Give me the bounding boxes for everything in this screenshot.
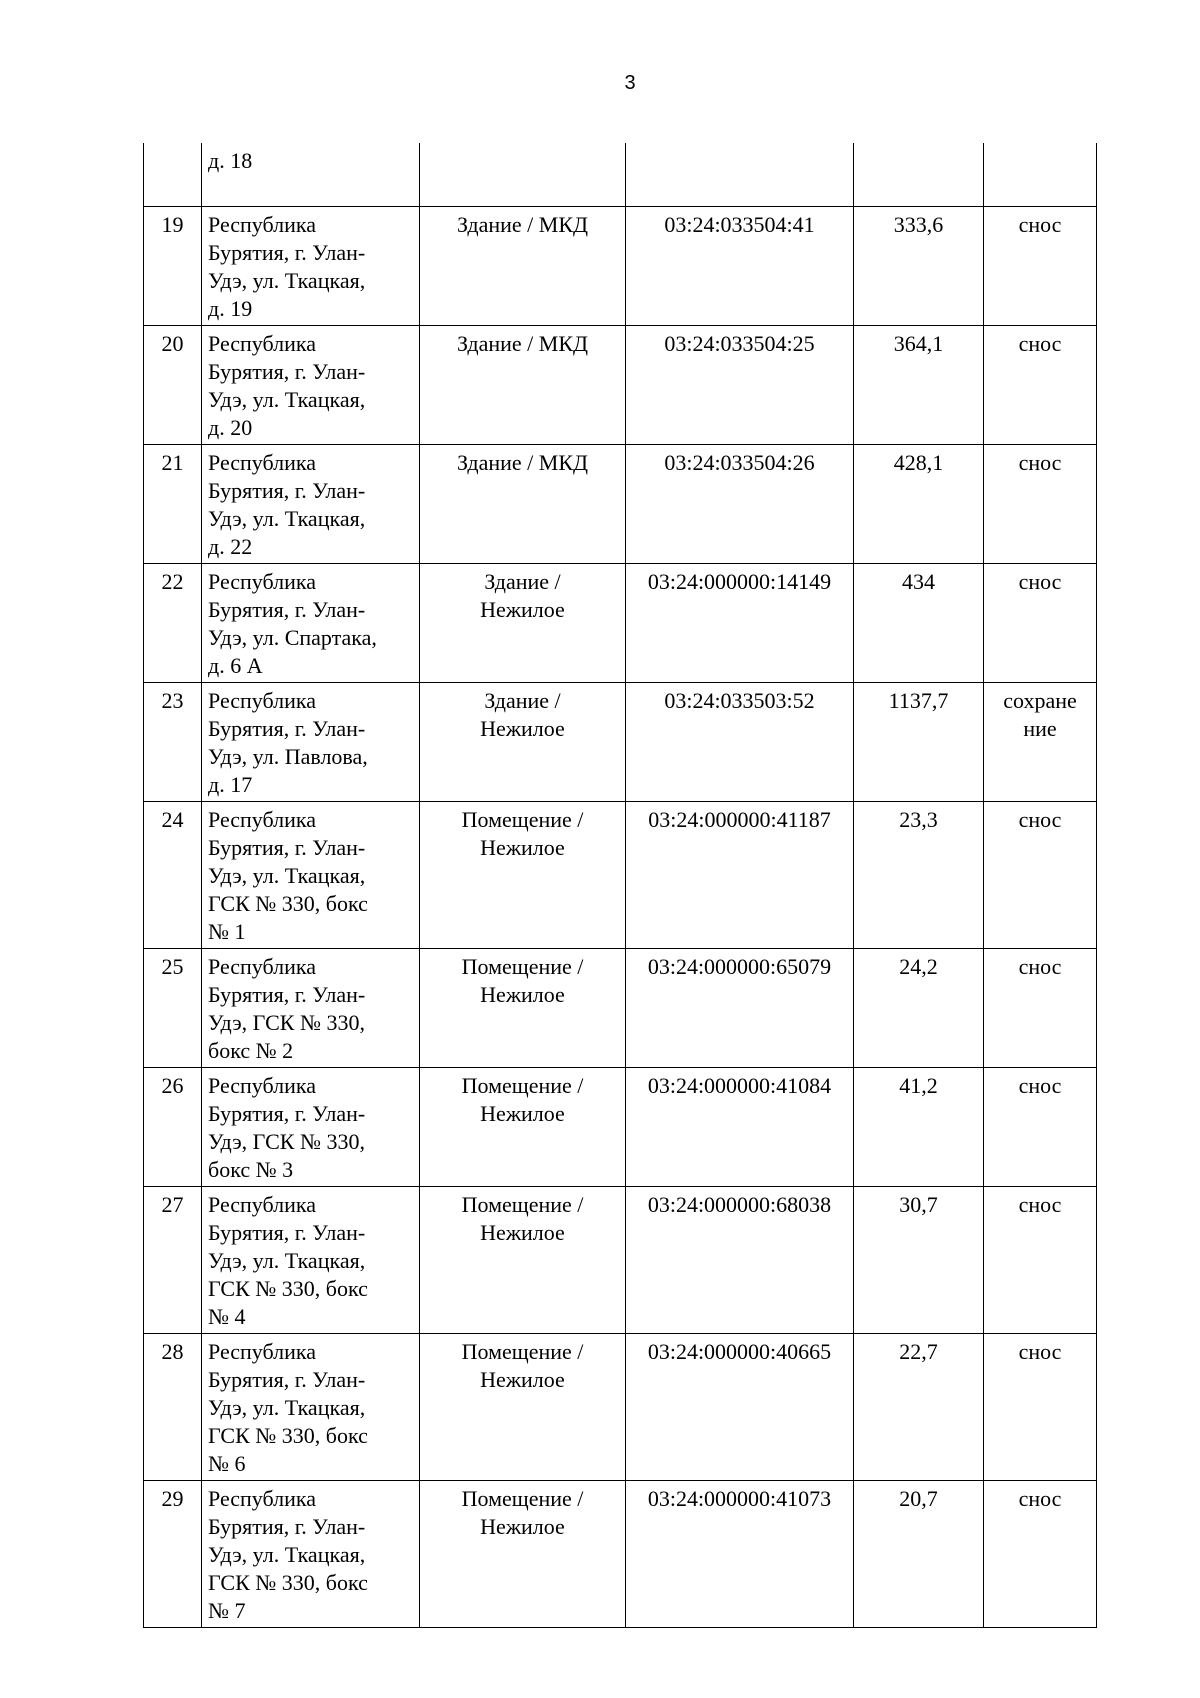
cell-line: Здание / МКД (456, 330, 589, 356)
cell-line: № 6 (208, 1450, 246, 1476)
cell-line: Республика (208, 806, 317, 832)
address-cell (202, 206, 420, 325)
cell-line: д. 20 (208, 414, 253, 440)
cell-line: ГСК № 330, бокс (208, 1275, 368, 1301)
cell-line: Бурятия, г. Улан- (208, 1219, 366, 1245)
cell-line: Республика (208, 568, 317, 594)
cell-line: снос (1018, 1338, 1062, 1364)
area-cell (854, 325, 984, 444)
table-row (144, 563, 1097, 682)
cell-line: Удэ, ул. Ткацкая, (208, 505, 366, 531)
cell-line: снос (1018, 449, 1062, 475)
cell-line: Нежилое (480, 981, 565, 1007)
cell-line: Удэ, ул. Ткацкая, (208, 267, 366, 293)
object-type-cell (420, 325, 626, 444)
cell-line: Удэ, ул. Ткацкая, (208, 386, 366, 412)
cadastral-number-cell (626, 948, 854, 1067)
cell-line: Республика (208, 330, 317, 356)
table-row (144, 948, 1097, 1067)
cell-line: Бурятия, г. Улан- (208, 1366, 366, 1392)
cell-line: ние (1023, 715, 1057, 741)
cadastral-number-cell (626, 682, 854, 801)
action-cell (984, 444, 1097, 563)
area-cell (854, 444, 984, 563)
row-number-cell (144, 1480, 202, 1627)
cell-line: Удэ, ул. Ткацкая, (208, 862, 366, 888)
address-cell (202, 143, 420, 206)
cell-line: Республика (208, 1338, 317, 1364)
row-number-cell (144, 948, 202, 1067)
table-row (144, 444, 1097, 563)
area-cell (854, 1186, 984, 1333)
action-cell (984, 801, 1097, 948)
area-cell (854, 563, 984, 682)
row-number-cell (144, 444, 202, 563)
cell-line: бокс № 3 (208, 1156, 294, 1182)
cell-text: 22,7 (899, 1338, 938, 1364)
row-number-cell (144, 563, 202, 682)
object-type-cell (420, 1067, 626, 1186)
cell-line: д. 6 А (208, 652, 263, 678)
cell-line: Республика (208, 953, 317, 979)
address-cell (202, 682, 420, 801)
address-cell (202, 325, 420, 444)
cell-line: Удэ, ул. Ткацкая, (208, 1247, 366, 1273)
table-row (144, 143, 1097, 206)
address-cell (202, 563, 420, 682)
table-row (144, 1186, 1097, 1333)
table-row (144, 325, 1097, 444)
cell-line: снос (1018, 1072, 1062, 1098)
cell-text: 03:24:000000:41187 (648, 806, 831, 832)
action-cell (984, 682, 1097, 801)
cell-line: Бурятия, г. Улан- (208, 981, 366, 1007)
area-cell (854, 948, 984, 1067)
cell-line: д. 19 (208, 295, 253, 321)
cell-text: 03:24:000000:41073 (647, 1485, 832, 1511)
cell-line: Бурятия, г. Улан- (208, 834, 366, 860)
cell-line: Нежилое (480, 1219, 565, 1245)
cell-line: Бурятия, г. Улан- (208, 715, 366, 741)
page-number: 3 (624, 72, 636, 94)
cell-line: Здание / МКД (456, 211, 589, 237)
cell-text: 03:24:000000:40665 (647, 1338, 832, 1364)
property-registry-table (143, 143, 1097, 1628)
cell-line: Помещение / (461, 1338, 584, 1364)
row-number-cell (144, 1186, 202, 1333)
cell-line: Республика (208, 449, 317, 475)
cell-text: 20,7 (899, 1485, 938, 1511)
cell-line: Удэ, ул. Ткацкая, (208, 1394, 366, 1420)
cell-text: 03:24:033503:52 (664, 687, 815, 713)
cell-line: Нежилое (480, 1513, 565, 1539)
action-cell (984, 948, 1097, 1067)
cadastral-number-cell (626, 143, 854, 206)
object-type-cell (420, 206, 626, 325)
cell-line: ГСК № 330, бокс (208, 1569, 368, 1595)
object-type-cell (420, 801, 626, 948)
address-cell (202, 948, 420, 1067)
table-row (144, 682, 1097, 801)
cell-line: бокс № 2 (208, 1037, 294, 1063)
cell-line: Здание / МКД (456, 449, 589, 475)
cell-line: Удэ, ГСК № 330, (208, 1009, 365, 1035)
cell-line: Помещение / (461, 806, 584, 832)
cell-text: 28 (161, 1338, 184, 1364)
cell-line: Бурятия, г. Улан- (208, 596, 366, 622)
cell-line: д. 22 (208, 533, 253, 559)
cadastral-number-cell (626, 1067, 854, 1186)
cell-line: сохране (1003, 687, 1077, 713)
cell-text: 19 (161, 211, 184, 237)
cell-text: 30,7 (899, 1191, 938, 1217)
row-number-cell (144, 1333, 202, 1480)
cell-text: 333,6 (893, 211, 944, 237)
cell-line: Удэ, ГСК № 330, (208, 1128, 365, 1154)
cell-text: 03:24:000000:65079 (647, 953, 832, 979)
cadastral-number-cell (626, 206, 854, 325)
cell-text: 26 (161, 1072, 184, 1098)
cell-text: 03:24:000000:68038 (647, 1191, 832, 1217)
object-type-cell (420, 948, 626, 1067)
cell-line: снос (1018, 211, 1062, 237)
cell-text: 03:24:000000:14149 (647, 568, 832, 594)
cadastral-number-cell (626, 563, 854, 682)
cell-line: Республика (208, 687, 317, 713)
cell-text: 364,1 (893, 330, 944, 356)
object-type-cell (420, 1186, 626, 1333)
cell-line: № 4 (208, 1303, 246, 1329)
cell-line: № 1 (208, 918, 246, 944)
row-number-cell (144, 143, 202, 206)
object-type-cell (420, 563, 626, 682)
object-type-cell (420, 1480, 626, 1627)
action-cell (984, 206, 1097, 325)
cell-text: 29 (161, 1485, 184, 1511)
cell-line: Помещение / (461, 1072, 584, 1098)
cadastral-number-cell (626, 1333, 854, 1480)
cell-line: № 7 (208, 1597, 246, 1623)
action-cell (984, 325, 1097, 444)
row-number-cell (144, 682, 202, 801)
cell-line: Нежилое (480, 834, 565, 860)
cadastral-number-cell (626, 325, 854, 444)
cell-line: д. 17 (208, 771, 253, 797)
cell-line: Нежилое (480, 1366, 565, 1392)
area-cell (854, 1333, 984, 1480)
address-cell (202, 1480, 420, 1627)
cell-text: 434 (902, 568, 935, 594)
action-cell (984, 1186, 1097, 1333)
cell-text: 25 (161, 953, 184, 979)
address-cell (202, 801, 420, 948)
area-cell (854, 143, 984, 206)
cell-text: 21 (161, 449, 184, 475)
object-type-cell (420, 444, 626, 563)
action-cell (984, 1333, 1097, 1480)
cell-line: снос (1018, 568, 1062, 594)
cell-line: Помещение / (461, 953, 584, 979)
cadastral-number-cell (626, 444, 854, 563)
area-cell (854, 206, 984, 325)
cell-line: снос (1018, 330, 1062, 356)
object-type-cell (420, 1333, 626, 1480)
row-number-cell (144, 1067, 202, 1186)
cell-line: Здание / (484, 568, 561, 594)
cadastral-number-cell (626, 801, 854, 948)
cell-line: Республика (208, 1191, 317, 1217)
cell-text: 428,1 (893, 449, 944, 475)
cell-text: 1137,7 (888, 687, 949, 713)
cell-line: Помещение / (461, 1485, 584, 1511)
cell-line: Удэ, ул. Павлова, (208, 743, 368, 769)
cell-line: д. 18 (208, 148, 253, 173)
cell-line: Бурятия, г. Улан- (208, 1513, 366, 1539)
cell-line: Удэ, ул. Ткацкая, (208, 1541, 366, 1567)
action-cell (984, 1067, 1097, 1186)
cell-line: ГСК № 330, бокс (208, 890, 368, 916)
cell-line: снос (1018, 953, 1062, 979)
cell-line: Бурятия, г. Улан- (208, 477, 366, 503)
cell-text: 24 (161, 806, 184, 832)
cell-text: 22 (161, 568, 184, 594)
cell-text: 23,3 (899, 806, 938, 832)
action-cell (984, 143, 1097, 206)
cell-line: Нежилое (480, 715, 565, 741)
table-row (144, 1067, 1097, 1186)
row-number-cell (144, 325, 202, 444)
cadastral-number-cell (626, 1186, 854, 1333)
cell-text: 03:24:000000:41084 (647, 1072, 832, 1098)
table-body (144, 143, 1097, 1627)
cell-line: Бурятия, г. Улан- (208, 358, 366, 384)
cell-line: Бурятия, г. Улан- (208, 1100, 366, 1126)
cell-line: Республика (208, 1072, 317, 1098)
table-row (144, 1333, 1097, 1480)
cell-line: Нежилое (480, 596, 565, 622)
table-row (144, 1480, 1097, 1627)
cell-line: Республика (208, 211, 317, 237)
cell-line: снос (1018, 1485, 1062, 1511)
area-cell (854, 801, 984, 948)
cell-line: Помещение / (461, 1191, 584, 1217)
address-cell (202, 444, 420, 563)
cell-text: 20 (161, 330, 184, 356)
cell-line: снос (1018, 806, 1062, 832)
cell-line: Бурятия, г. Улан- (208, 239, 366, 265)
cell-line: Республика (208, 1485, 317, 1511)
action-cell (984, 563, 1097, 682)
table-row (144, 801, 1097, 948)
object-type-cell (420, 143, 626, 206)
area-cell (854, 1480, 984, 1627)
row-number-cell (144, 206, 202, 325)
area-cell (854, 1067, 984, 1186)
cell-text: 03:24:033504:41 (664, 211, 815, 237)
cell-line: Удэ, ул. Спартака, (208, 624, 377, 650)
area-cell (854, 682, 984, 801)
cell-text: 24,2 (899, 953, 938, 979)
cell-text: 27 (161, 1191, 184, 1217)
cell-text: 03:24:033504:25 (664, 330, 815, 356)
cell-line: ГСК № 330, бокс (208, 1422, 368, 1448)
action-cell (984, 1480, 1097, 1627)
object-type-cell (420, 682, 626, 801)
address-cell (202, 1186, 420, 1333)
cell-line: Здание / (484, 687, 561, 713)
table-row (144, 206, 1097, 325)
cell-line: снос (1018, 1191, 1062, 1217)
cell-text: 23 (161, 687, 184, 713)
cadastral-number-cell (626, 1480, 854, 1627)
address-cell (202, 1333, 420, 1480)
cell-text: 03:24:033504:26 (664, 449, 815, 475)
cell-line: Нежилое (480, 1100, 565, 1126)
cell-text: 41,2 (899, 1072, 938, 1098)
address-cell (202, 1067, 420, 1186)
row-number-cell (144, 801, 202, 948)
